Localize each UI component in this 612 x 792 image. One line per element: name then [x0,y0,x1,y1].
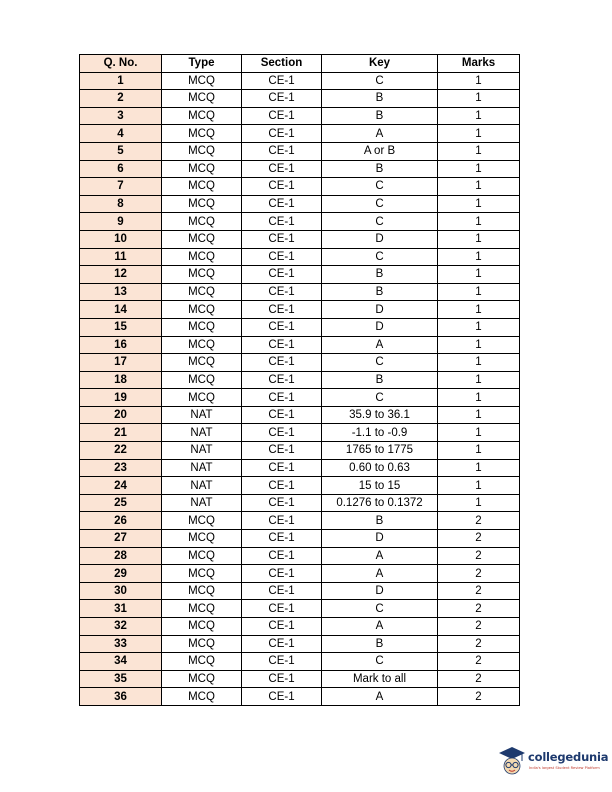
cell-key: C [322,600,438,618]
table-row [80,230,520,248]
cell-section: CE-1 [242,406,322,424]
cell-section: CE-1 [242,72,322,90]
cell-marks: 1 [438,178,520,196]
cell-key: B [322,283,438,301]
cell-q-no: 23 [80,459,162,477]
cell-key: B [322,635,438,653]
cell-section: CE-1 [242,107,322,125]
cell-marks: 1 [438,371,520,389]
table-row [80,635,520,653]
cell-key: C [322,195,438,213]
table-row [80,618,520,636]
cell-q-no: 18 [80,371,162,389]
cell-q-no: 30 [80,582,162,600]
table-row [80,494,520,512]
cell-q-no: 28 [80,547,162,565]
answer-key-table [79,54,520,706]
cell-marks: 1 [438,318,520,336]
cell-section: CE-1 [242,336,322,354]
cell-section: CE-1 [242,318,322,336]
cell-key: D [322,530,438,548]
table-body [80,72,520,705]
table-row [80,266,520,284]
cell-marks: 2 [438,547,520,565]
cell-marks: 1 [438,248,520,266]
cell-marks: 1 [438,195,520,213]
cell-key: 0.60 to 0.63 [322,459,438,477]
cell-q-no: 1 [80,72,162,90]
cell-marks: 1 [438,72,520,90]
cell-marks: 2 [438,618,520,636]
cell-section: CE-1 [242,125,322,143]
cell-type: MCQ [162,195,242,213]
cell-q-no: 19 [80,389,162,407]
cell-type: MCQ [162,565,242,583]
cell-type: MCQ [162,72,242,90]
cell-key: C [322,354,438,372]
table-row [80,283,520,301]
cell-type: MCQ [162,107,242,125]
cell-marks: 1 [438,354,520,372]
table-row [80,459,520,477]
cell-marks: 2 [438,600,520,618]
cell-type: MCQ [162,336,242,354]
cell-marks: 1 [438,142,520,160]
table-row [80,477,520,495]
cell-type: NAT [162,424,242,442]
cell-type: MCQ [162,142,242,160]
table-row [80,160,520,178]
cell-section: CE-1 [242,213,322,231]
cell-type: MCQ [162,547,242,565]
cell-section: CE-1 [242,670,322,688]
cell-section: CE-1 [242,160,322,178]
cell-section: CE-1 [242,530,322,548]
cell-section: CE-1 [242,90,322,108]
cell-section: CE-1 [242,547,322,565]
cell-q-no: 20 [80,406,162,424]
header-row [80,55,520,73]
table-row [80,72,520,90]
table-row [80,670,520,688]
cell-type: MCQ [162,318,242,336]
cell-section: CE-1 [242,459,322,477]
cell-type: MCQ [162,283,242,301]
cell-type: MCQ [162,230,242,248]
cell-type: MCQ [162,301,242,319]
cell-q-no: 33 [80,635,162,653]
cell-type: MCQ [162,371,242,389]
cell-section: CE-1 [242,301,322,319]
header-section: Section [242,55,322,73]
cell-section: CE-1 [242,371,322,389]
cell-type: NAT [162,442,242,460]
cell-marks: 2 [438,635,520,653]
cell-type: MCQ [162,653,242,671]
cell-marks: 1 [438,266,520,284]
cell-marks: 1 [438,213,520,231]
cell-q-no: 2 [80,90,162,108]
table-row [80,90,520,108]
cell-key: A [322,547,438,565]
table-row [80,195,520,213]
cell-key: Mark to all [322,670,438,688]
cell-type: MCQ [162,389,242,407]
cell-key: C [322,653,438,671]
cell-q-no: 27 [80,530,162,548]
table-row [80,318,520,336]
cell-q-no: 35 [80,670,162,688]
cell-type: NAT [162,459,242,477]
cell-q-no: 31 [80,600,162,618]
cell-type: MCQ [162,125,242,143]
cell-q-no: 10 [80,230,162,248]
cell-q-no: 8 [80,195,162,213]
cell-q-no: 5 [80,142,162,160]
cell-section: CE-1 [242,565,322,583]
cell-key: C [322,213,438,231]
cell-q-no: 9 [80,213,162,231]
cell-section: CE-1 [242,142,322,160]
cell-key: A [322,688,438,706]
cell-section: CE-1 [242,195,322,213]
cell-marks: 2 [438,565,520,583]
cell-section: CE-1 [242,248,322,266]
cell-type: MCQ [162,512,242,530]
cell-q-no: 25 [80,494,162,512]
cell-type: MCQ [162,213,242,231]
cell-q-no: 17 [80,354,162,372]
cell-type: NAT [162,494,242,512]
cell-section: CE-1 [242,178,322,196]
cell-type: MCQ [162,582,242,600]
cell-q-no: 22 [80,442,162,460]
cell-key: D [322,230,438,248]
header-key: Key [322,55,438,73]
cell-key: -1.1 to -0.9 [322,424,438,442]
cell-marks: 2 [438,670,520,688]
cell-q-no: 13 [80,283,162,301]
table-row [80,442,520,460]
table-row [80,600,520,618]
cell-marks: 1 [438,283,520,301]
cell-section: CE-1 [242,635,322,653]
cell-section: CE-1 [242,283,322,301]
cell-section: CE-1 [242,618,322,636]
cell-q-no: 34 [80,653,162,671]
cell-section: CE-1 [242,266,322,284]
cell-marks: 2 [438,688,520,706]
table-row [80,178,520,196]
cell-section: CE-1 [242,442,322,460]
cell-key: B [322,107,438,125]
brand-name: collegedunia [528,750,609,764]
cell-q-no: 12 [80,266,162,284]
table-row [80,565,520,583]
table-row [80,389,520,407]
cell-key: C [322,389,438,407]
collegedunia-watermark [498,744,609,778]
cell-q-no: 4 [80,125,162,143]
table-row [80,406,520,424]
cell-marks: 1 [438,107,520,125]
cell-section: CE-1 [242,230,322,248]
cell-key: D [322,301,438,319]
cell-marks: 1 [438,125,520,143]
cell-marks: 1 [438,301,520,319]
cell-marks: 2 [438,530,520,548]
cell-key: A [322,125,438,143]
table-row [80,530,520,548]
cell-marks: 1 [438,336,520,354]
cell-section: CE-1 [242,582,322,600]
cell-section: CE-1 [242,477,322,495]
cell-key: 15 to 15 [322,477,438,495]
cell-key: A [322,618,438,636]
cell-type: MCQ [162,248,242,266]
cell-key: B [322,512,438,530]
cell-type: NAT [162,406,242,424]
cell-marks: 2 [438,582,520,600]
cell-section: CE-1 [242,494,322,512]
cell-marks: 1 [438,389,520,407]
table-row [80,424,520,442]
cell-key: C [322,178,438,196]
cell-q-no: 3 [80,107,162,125]
cell-marks: 2 [438,512,520,530]
cell-q-no: 11 [80,248,162,266]
cell-key: C [322,248,438,266]
table-row [80,125,520,143]
cell-type: MCQ [162,354,242,372]
cell-marks: 2 [438,653,520,671]
cell-type: MCQ [162,530,242,548]
table-row [80,336,520,354]
table-row [80,582,520,600]
cell-q-no: 7 [80,178,162,196]
table-row [80,688,520,706]
cell-marks: 1 [438,160,520,178]
table-row [80,248,520,266]
cell-section: CE-1 [242,512,322,530]
table-row [80,354,520,372]
cell-key: D [322,318,438,336]
table-row [80,512,520,530]
cell-section: CE-1 [242,600,322,618]
cell-marks: 1 [438,90,520,108]
cell-type: MCQ [162,90,242,108]
cell-type: MCQ [162,618,242,636]
cell-key: C [322,72,438,90]
cell-q-no: 14 [80,301,162,319]
cell-key: D [322,582,438,600]
cell-key: 1765 to 1775 [322,442,438,460]
cell-type: MCQ [162,670,242,688]
cell-type: NAT [162,477,242,495]
cell-key: B [322,90,438,108]
cell-marks: 1 [438,494,520,512]
cell-marks: 1 [438,442,520,460]
header-marks: Marks [438,55,520,73]
cell-q-no: 36 [80,688,162,706]
cell-marks: 1 [438,424,520,442]
table-row [80,213,520,231]
cell-key: B [322,266,438,284]
graduate-face-logo-icon [498,746,526,776]
table-row [80,301,520,319]
cell-section: CE-1 [242,424,322,442]
cell-q-no: 6 [80,160,162,178]
cell-q-no: 15 [80,318,162,336]
cell-q-no: 21 [80,424,162,442]
cell-type: MCQ [162,600,242,618]
cell-type: MCQ [162,635,242,653]
table-row [80,547,520,565]
cell-key: B [322,160,438,178]
cell-type: MCQ [162,688,242,706]
brand-tagline: India's largest Student Review Platform [529,766,600,770]
header-type: Type [162,55,242,73]
cell-q-no: 24 [80,477,162,495]
cell-q-no: 29 [80,565,162,583]
table-row [80,142,520,160]
cell-type: MCQ [162,160,242,178]
cell-marks: 1 [438,406,520,424]
cell-q-no: 16 [80,336,162,354]
cell-key: A [322,565,438,583]
cell-key: 0.1276 to 0.1372 [322,494,438,512]
cell-section: CE-1 [242,389,322,407]
cell-key: A [322,336,438,354]
cell-marks: 1 [438,230,520,248]
cell-type: MCQ [162,178,242,196]
cell-q-no: 32 [80,618,162,636]
table-row [80,371,520,389]
cell-key: 35.9 to 36.1 [322,406,438,424]
header-q-no: Q. No. [80,55,162,73]
cell-section: CE-1 [242,688,322,706]
cell-section: CE-1 [242,653,322,671]
cell-marks: 1 [438,477,520,495]
cell-marks: 1 [438,459,520,477]
table-row [80,107,520,125]
cell-key: A or B [322,142,438,160]
cell-section: CE-1 [242,354,322,372]
cell-type: MCQ [162,266,242,284]
table-header [80,55,520,73]
table-row [80,653,520,671]
cell-key: B [322,371,438,389]
cell-q-no: 26 [80,512,162,530]
